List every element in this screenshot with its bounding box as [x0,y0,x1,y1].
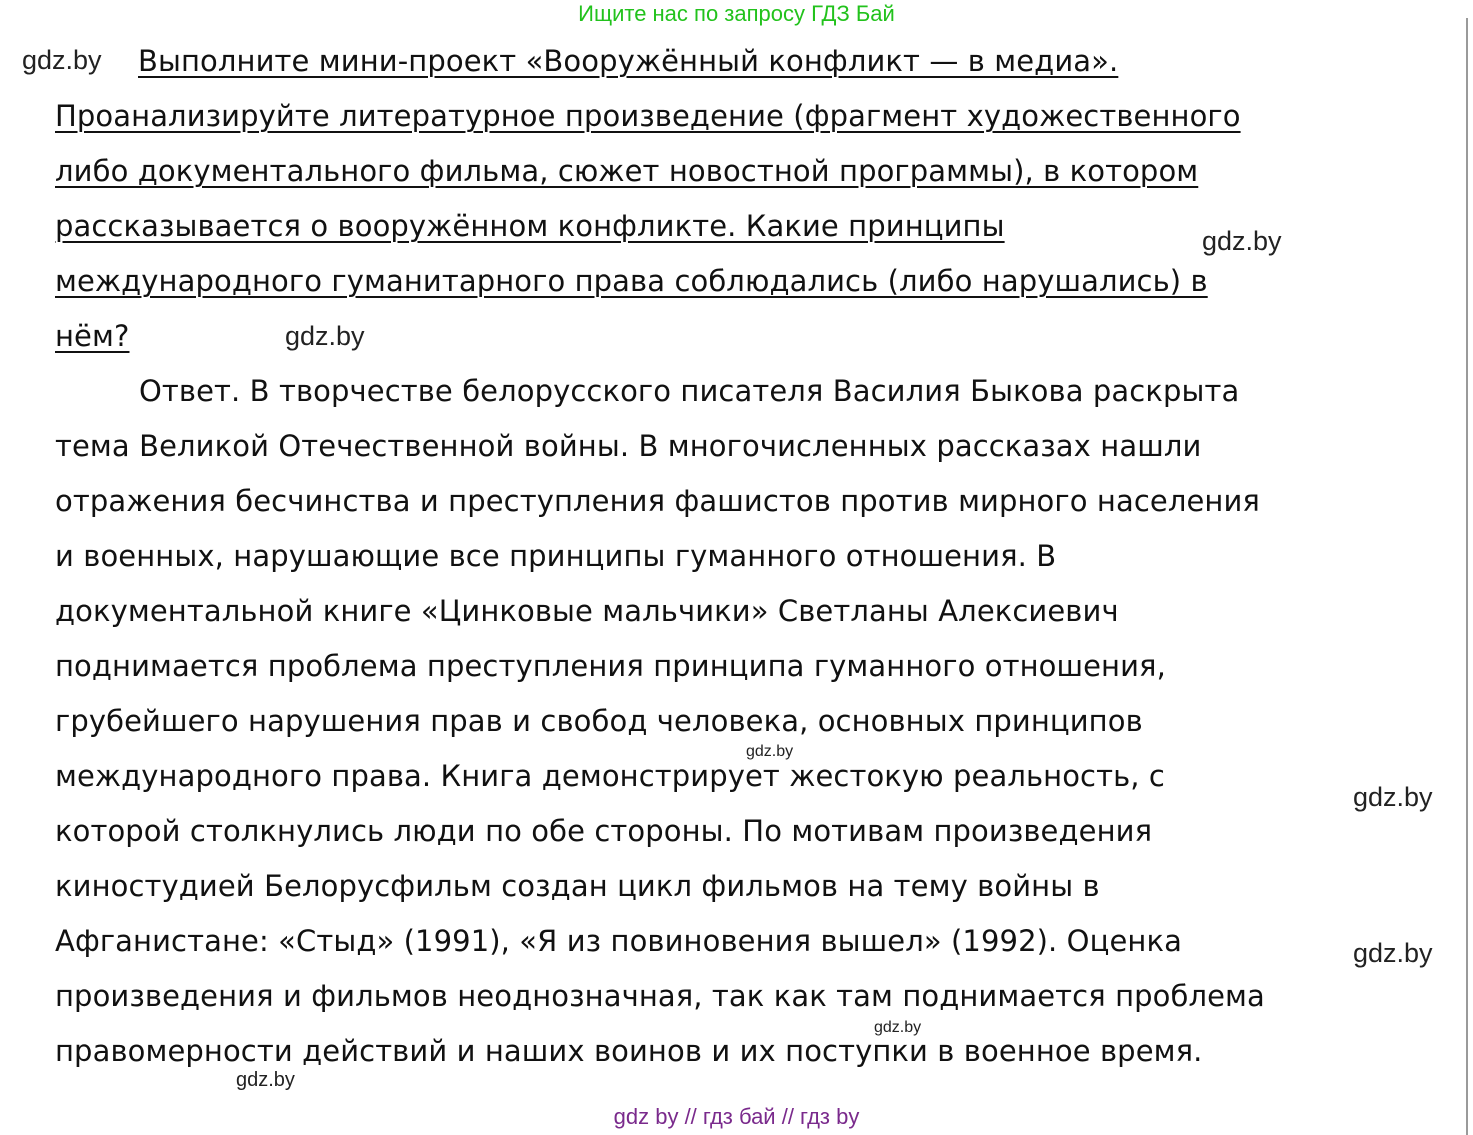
watermark: gdz.by [874,1019,922,1036]
watermark: gdz.by [746,743,794,760]
watermark: gdz.by [236,1069,295,1091]
answer-line-7: грубейшего нарушения прав и свобод человека, основных принципов [55,704,1143,738]
answer-line-8: международного права. Книга демонстрирует жестокую реальность, с [55,759,1165,793]
question-line-4: рассказывается о вооружённом конфликте. Какие принципы [55,209,1005,243]
answer-line-10: киностудией Белорусфильм создан цикл фильмов на тему войны в [55,869,1100,903]
question-line-3: либо документального фильма, сюжет новостной программы), в котором [55,154,1199,188]
watermark: gdz.by [1202,226,1282,256]
watermark: gdz.by [1353,938,1433,968]
answer-line-3: отражения бесчинства и преступления фашистов против мирного населения [55,484,1260,518]
question-line-2: Проанализируйте литературное произведение (фрагмент художественного [55,99,1241,133]
question-line-6: нём? [55,319,130,353]
right-border-line [1466,18,1468,1135]
watermark: gdz.by [22,45,102,75]
footer-links: gdz by // гдз бай // гдз by [613,1104,860,1129]
answer-line-4: и военных, нарушающие все принципы гуманного отношения. В [55,539,1057,573]
watermark: gdz.by [285,321,365,351]
answer-line-5: документальной книге «Цинковые мальчики» Светланы Алексиевич [55,594,1119,628]
answer-line-9: которой столкнулись люди по обе стороны. По мотивам произведения [55,814,1153,848]
answer-line-12: произведения и фильмов неоднозначная, так как там поднимается проблема [55,979,1265,1013]
answer-line-6: поднимается проблема преступления принципа гуманного отношения, [55,649,1166,683]
answer-line-2: тема Великой Отечественной войны. В многочисленных рассказах нашли [55,429,1202,463]
answer-line-1: Ответ. В творчестве белорусского писателя Василия Быкова раскрыта [139,374,1240,408]
answer-line-11: Афганистане: «Стыд» (1991), «Я из повиновения вышел» (1992). Оценка [55,924,1182,958]
watermark: gdz.by [1353,782,1433,812]
question-line-5: международного гуманитарного права соблюдались (либо нарушались) в [55,264,1208,298]
question-line-1: Выполните мини-проект «Вооружённый конфликт — в медиа». [138,44,1119,78]
answer-line-13: правомерности действий и наших воинов и их поступки в военное время. [55,1034,1203,1068]
top-banner: Ищите нас по запросу ГДЗ Бай [578,1,895,26]
